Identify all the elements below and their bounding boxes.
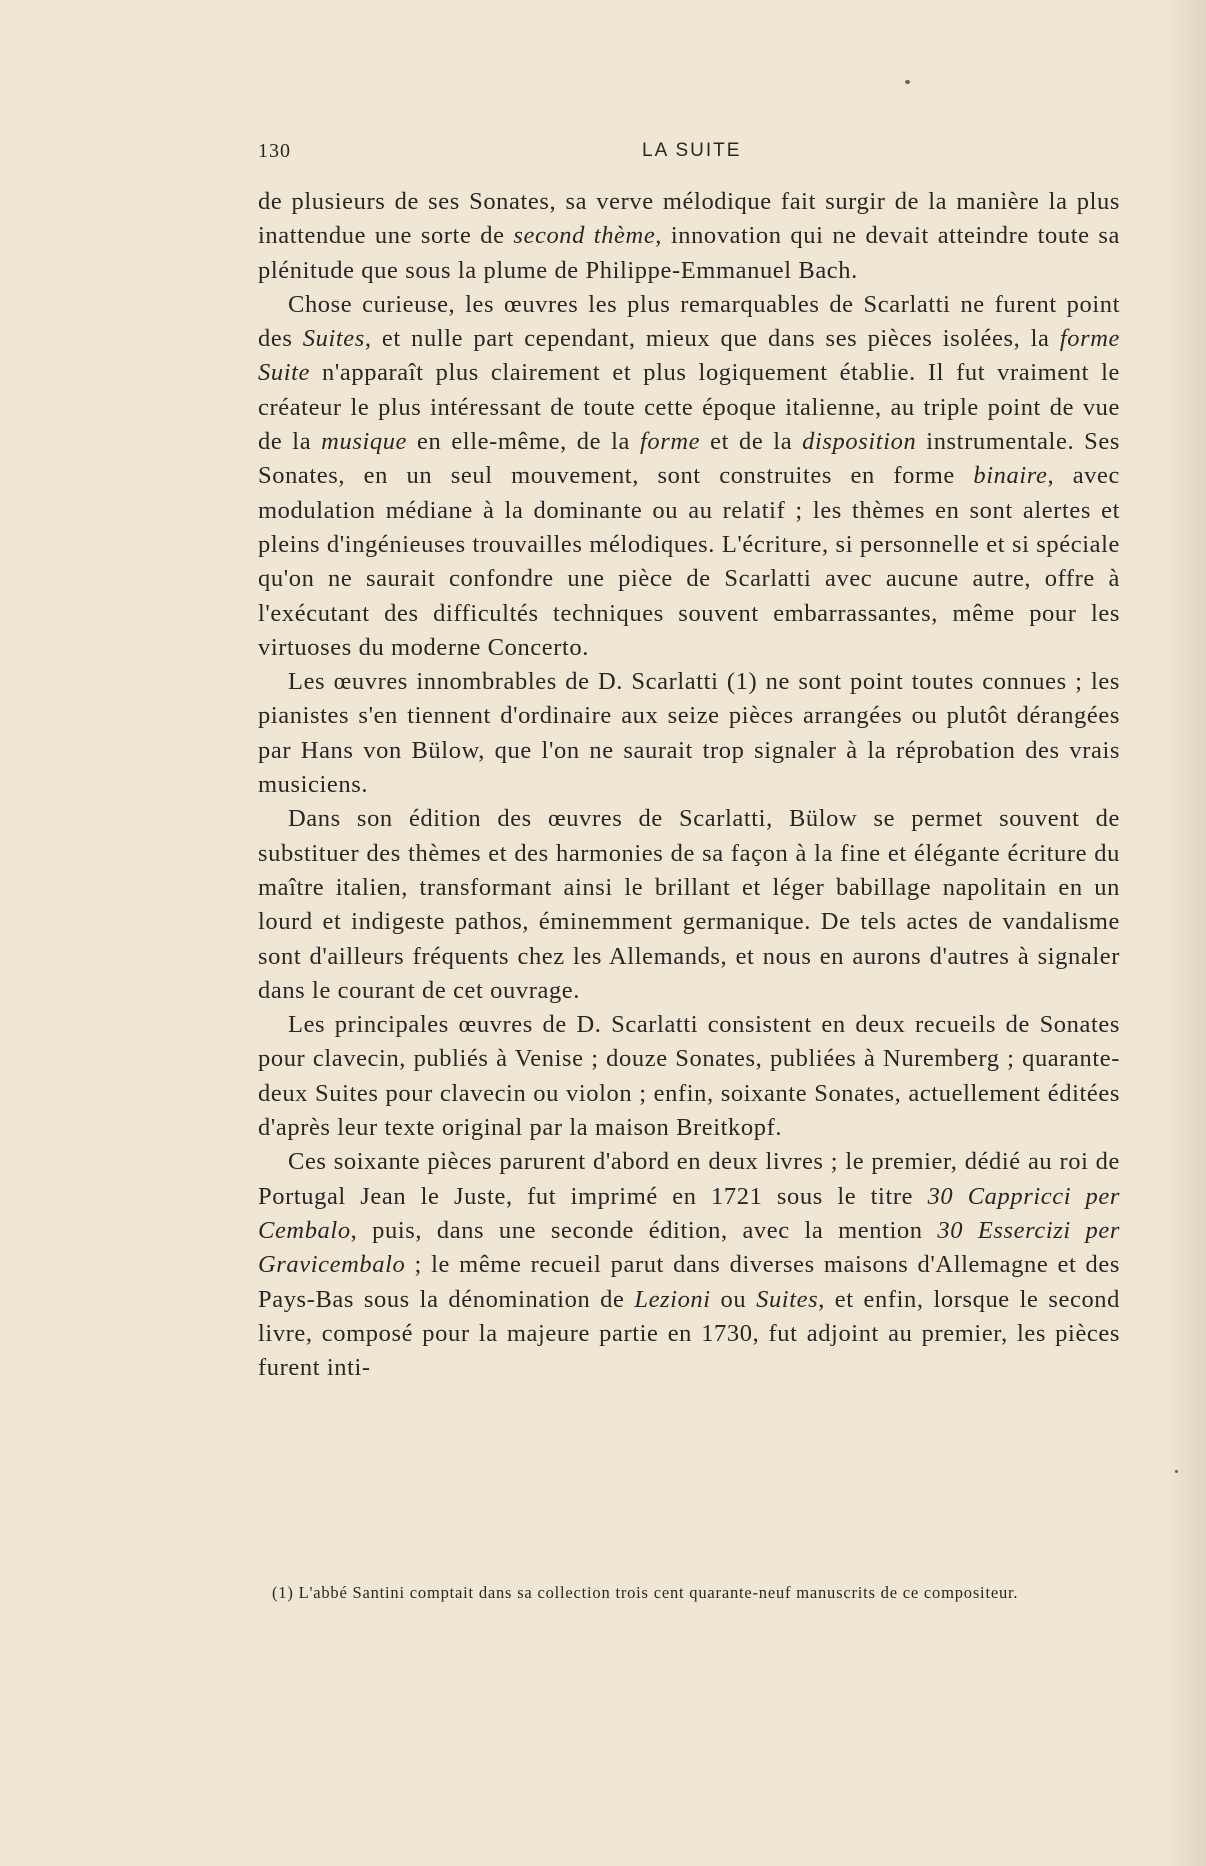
- text-run: Chose curieuse, les œuvres les plus remarquables de Scarlatti ne furent point des: [258, 290, 1120, 353]
- page-number: 130: [258, 140, 291, 162]
- text-run: et de la: [700, 428, 803, 456]
- text-run: Dans son édition des œuvres de Scarlatti, Bülow se permet souvent de substituer des thèmes et des harmonies de sa façon à la fine et élégante écriture du maître italien, transformant ainsi le brillant et léger babillage napolitain en un lourd et indigeste pathos, éminemment germanique. De tels actes de vandalisme sont d'ailleurs fréquents chez les Allemands, et nous en aurons d'autres à signaler dans le courant de cet ouvrage.: [258, 805, 1120, 1004]
- paragraph: [258, 1145, 1120, 1385]
- text-run: Les principales œuvres de D. Scarlatti consistent en deux recueils de Sonates pour clavecin, publiés à Venise ; douze Sonates, publiées à Nuremberg ; quarante-deux Suites pour clavecin ou violon ; enfin, soixante Sonates, actuellement éditées d'après leur texte original par la maison Breitkopf.: [258, 1011, 1120, 1142]
- footnote-text: (1) L'abbé Santini comptait dans sa collection trois cent quarante-neuf manuscrits de ce compositeur.: [272, 1583, 1019, 1602]
- text-run: Ces soixante pièces parurent d'abord en deux livres ; le premier, dédié au roi de Portugal Jean le Juste, fut imprimé en 1721 sous le titre: [258, 1148, 1120, 1210]
- text-run: ou: [710, 1285, 757, 1313]
- body-text: [258, 185, 1120, 1385]
- italic-text: second thème: [513, 222, 656, 250]
- italic-text: Lezioni: [634, 1285, 711, 1313]
- paragraph: [258, 1008, 1120, 1145]
- text-run: n'apparaît plus clairement et plus logiquement établie. Il fut vraiment le créateur le plus intéressant de toute cette époque italienne, au triple point de vue de la: [258, 359, 1120, 456]
- paragraph: [258, 802, 1120, 1008]
- text-run: en elle-même, de la: [407, 428, 640, 456]
- paragraph: [258, 665, 1120, 802]
- text-run: , avec modulation médiane à la dominante ou au relatif ; les thèmes en sont alertes et pleins d'ingénieuses trouvailles mélodiques. L'écriture, si personnelle et si spéciale qu'on ne saurait confondre une pièce de Scarlatti avec aucune autre, offre à l'exécutant des difficultés techniques souvent embarrassantes, même pour les virtuoses du moderne Concerto.: [258, 462, 1120, 661]
- italic-text: binaire: [973, 462, 1048, 490]
- italic-text: Suites: [756, 1285, 819, 1313]
- running-title: LA SUITE: [642, 140, 742, 161]
- italic-text: disposition: [802, 428, 917, 456]
- text-run: , puis, dans une seconde édition, avec la mention: [350, 1216, 938, 1244]
- italic-text: Suites: [302, 325, 365, 353]
- italic-text: 30 Essercizi per Gravicembalo: [258, 1216, 1120, 1279]
- text-run: , innovation qui ne devait atteindre toute sa plénitude que sous la plume de Philippe-Emmanuel Bach.: [258, 222, 1120, 284]
- italic-text: forme Suite: [258, 325, 1120, 387]
- paragraph: [258, 288, 1120, 665]
- paragraph: [258, 185, 1120, 288]
- italic-text: forme: [639, 428, 701, 456]
- text-run: Les œuvres innombrables de D. Scarlatti (1) ne sont point toutes connues ; les pianistes s'en tiennent d'ordinaire aux seize pièces arrangées ou plutôt dérangées par Hans von Bülow, que l'on ne saurait trop signaler à la réprobation des vrais musiciens.: [258, 668, 1120, 799]
- print-speck: [1175, 1470, 1178, 1473]
- italic-text: 30 Cappricci per Cembalo: [258, 1182, 1121, 1244]
- italic-text: musique: [321, 428, 408, 456]
- text-run: ; le même recueil parut dans diverses maisons d'Allemagne et des Pays-Bas sous la dénomination de: [258, 1251, 1120, 1313]
- page-edge-shadow: [1166, 0, 1206, 1866]
- print-speck: [905, 80, 910, 84]
- footnote: [258, 1580, 1120, 1605]
- text-run: instrumentale. Ses Sonates, en un seul mouvement, sont construites en forme: [258, 428, 1120, 490]
- text-run: de plusieurs de ses Sonates, sa verve mélodique fait surgir de la manière la plus inattendue une sorte de: [258, 188, 1120, 250]
- text-run: , et enfin, lorsque le second livre, composé pour la majeure partie en 1730, fut adjoint au premier, les pièces furent inti-: [258, 1285, 1120, 1382]
- page-header: [258, 140, 1128, 170]
- text-run: , et nulle part cependant, mieux que dans ses pièces isolées, la: [364, 325, 1060, 353]
